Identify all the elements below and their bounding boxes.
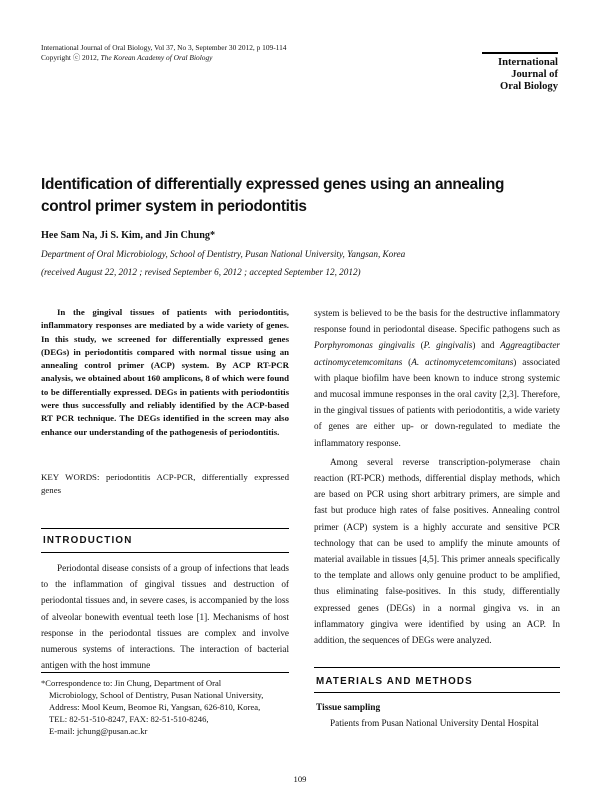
journal-header (41, 43, 287, 63)
author-list: Hee Sam Na, Ji S. Kim, and Jin Chung* (41, 230, 216, 241)
para2-text-a: system is believed to be the basis for the destructive inflammatory response found in periodontal disease. Specific pathogens such as (314, 308, 560, 335)
intro-right-column (314, 305, 560, 648)
copyright-line (41, 53, 287, 63)
footnote-line-4: TEL: 82-51-510-8247, FAX: 82-51-510-8246, (49, 714, 209, 724)
journal-name-line1: International (497, 57, 558, 68)
intro-paragraph-3: Among several reverse transcription-polymerase chain reaction (RT-PCR) methods, differential display methods, which are based on PCR using short arbitrary primers, are simple and fast but produce high rates of false positives. Annealing control primer (ACP) system is a highly accurate and sensitive PCR technology that can be used to amplify the minute amounts of material available in tissues [4,5]. This primer anneals specifically to the template and allows only genuine product to be amplified, thus eliminating false-positives. In this study, differentially expressed genes (DEGs) in a normal gingiva vs. in an inflammatory gingiva were identified by using an ACP. In addition, the sequences of DEGs were analyzed. (314, 456, 560, 646)
abstract-text: In the gingival tissues of patients with periodontitis, inflammatory responses are mediated by a wide variety of genes. In this study, we screened for differentially expressed genes (DEGs) in periodontitis compared with normal tissue using an annealing control primer (ACP) system. By ACP RT-PCR analysis, we obtained about 160 amplicons, 8 of which were found to be differentially expressed. DEGs in patients with periodontitis were thus successfully and reliably identified by the ACP-based RT PCR technique. The DEGs identified in the screen may also enhance our understanding of the pathogenesis of periodontitis. (41, 307, 289, 437)
title-line-1: Identification of differentially expressed genes using an annealing (41, 176, 505, 193)
footnote-line-3: Address: Mool Keum, Beomoe Ri, Yangsan, 626-810, Korea, (49, 702, 261, 712)
species-name-1: Porphyromonas gingivalis (314, 340, 415, 351)
citation-line: International Journal of Oral Biology, Vol 37, No 3, September 30 2012, p 109-114 (41, 43, 287, 52)
methods-rule-bottom (314, 692, 560, 693)
title-line-2: control primer system in periodontitis (41, 198, 307, 215)
journal-logo-block (482, 52, 558, 93)
para2-text-b: ( (414, 340, 424, 351)
copyright-prefix: Copyright ⓒ 2012, (41, 53, 101, 62)
tissue-sampling-subheading: Tissue sampling (316, 703, 381, 713)
species-name-2: Aggreagtibacter actinomycetemcomitans (314, 340, 561, 367)
intro-left-column (41, 560, 289, 673)
footnote-line-1: *Correspondence to: Jin Chung, Department of Oral (41, 678, 222, 688)
intro-paragraph-1: Periodontal disease consists of a group of infections that leads to the inflammation of gingival tissues and destruction of periodontal tissues and, in severe cases, is accompanied by the loss of alveolar bonewith eventual teeth lose [1]. Mechanisms of host response in the periodontal tissues are complex and involve numerous systems of interactions. The interaction of bacterial antigen with the host immune (41, 563, 289, 671)
species-abbr-1: P. gingivalis (423, 340, 473, 351)
affiliation: Department of Oral Microbiology, School of Dentistry, Pusan National University, Yangsan, Korea (41, 249, 406, 259)
para2-text-e: ) associated with plaque biofilm have been known to induce strong systemic and mucosal immune responses in the oral cavity [2,3]. Therefore, in the gingival tissues of patients with periodontitis, a wide variety of genes are either up- or down-regulated to mediate the inflammatory response. (314, 356, 560, 448)
species-abbr-2: A. actinomycetemcomitans (411, 356, 514, 367)
intro-rule-bottom (41, 552, 289, 553)
para2-text-c: ) and (472, 340, 501, 351)
intro-rule-top (41, 528, 289, 529)
footnote-line-2: Microbiology, School of Dentistry, Pusan National University, (49, 690, 264, 700)
article-dates: (received August 22, 2012 ; revised September 6, 2012 ; accepted September 12, 2012) (41, 267, 361, 277)
journal-name-line3: Oral Biology (500, 81, 558, 92)
methods-heading: MATERIALS AND METHODS (316, 676, 473, 687)
para2-text-d: ( (402, 356, 412, 367)
introduction-heading: INTRODUCTION (43, 535, 133, 546)
page-number: 109 (293, 774, 307, 784)
article-title (41, 174, 561, 218)
abstract (41, 306, 289, 439)
footnote-line-5: E-mail: jchung@pusan.ac.kr (49, 726, 148, 736)
intro-paragraph-2 (314, 305, 560, 451)
methods-first-line: Patients from Pusan National University Dental Hospital (330, 718, 539, 728)
keywords: KEY WORDS: periodontitis ACP-PCR, differentially expressed genes (41, 472, 289, 496)
correspondence-footnote (41, 677, 301, 737)
copyright-society: The Korean Academy of Oral Biology (100, 53, 213, 62)
journal-name-line2: Journal of (511, 69, 558, 80)
footnote-rule (41, 672, 289, 673)
methods-rule-top (314, 667, 560, 668)
methods-text (314, 715, 560, 731)
